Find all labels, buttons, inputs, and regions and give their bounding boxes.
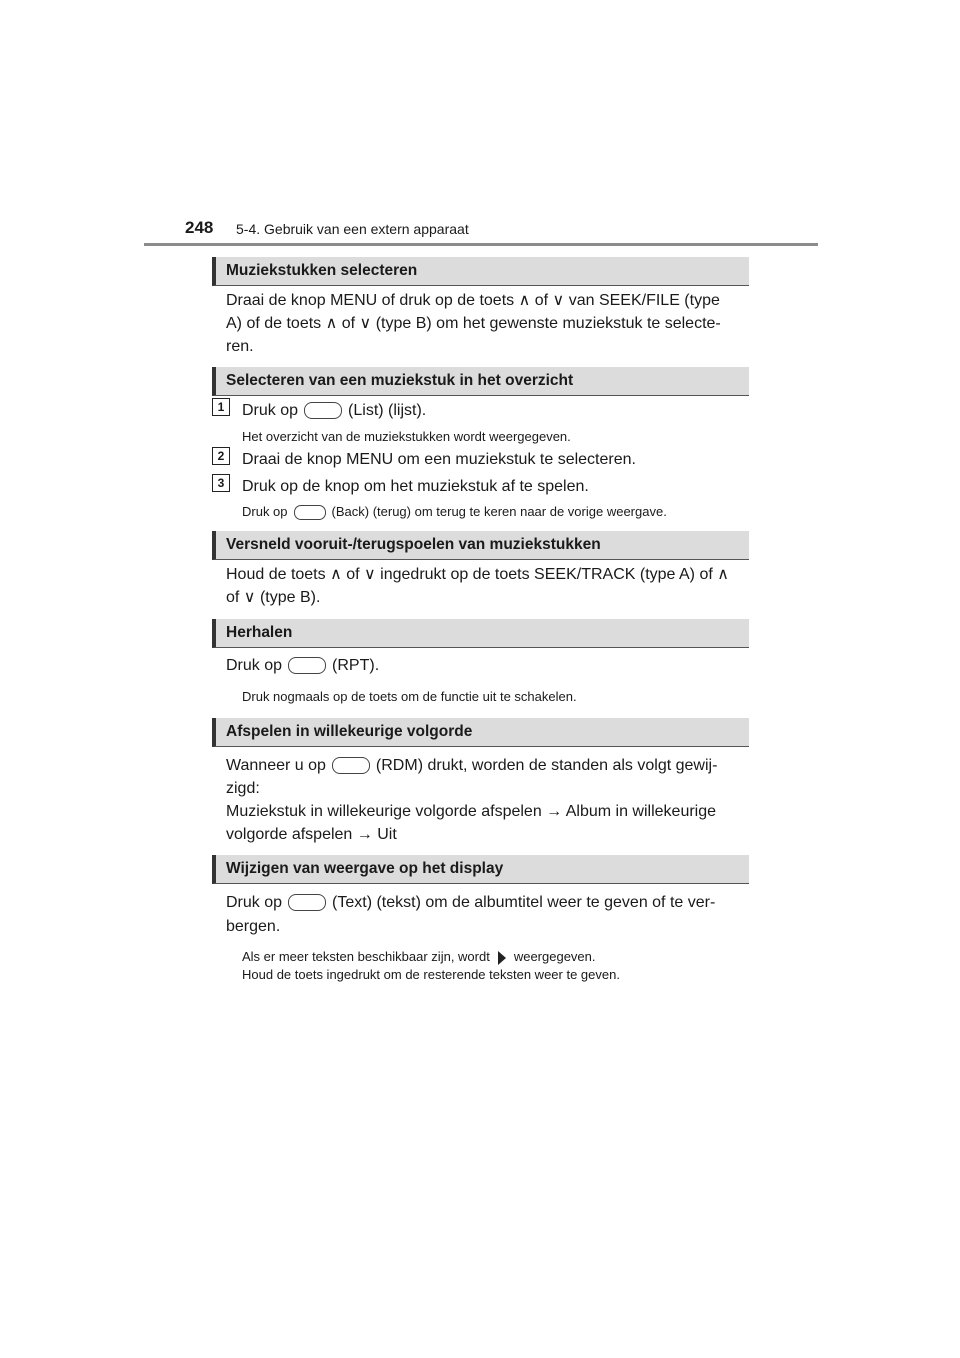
step-1-text	[242, 399, 762, 422]
display-note-1	[242, 948, 596, 965]
paragraph-line: A) of de toets ∧ of ∨ (type B) om het gewenste muziekstuk te selecte-	[226, 315, 721, 332]
herhalen-text	[226, 654, 746, 677]
text-button-icon	[288, 894, 326, 911]
paragraph-line: volgorde afspelen → Uit	[226, 826, 397, 843]
page-number: 248	[185, 218, 214, 237]
section-header-versneld-spoelen	[212, 531, 749, 560]
more-text-arrow-icon	[498, 951, 506, 965]
step-1-pre: Druk op	[242, 402, 299, 419]
text-post: (Text) (tekst) om de albumtitel weer te geven of te ver-	[332, 894, 716, 911]
note-1-post: weergegeven.	[513, 949, 596, 964]
paragraph-line: Muziekstuk in willekeurige volgorde afspelen → Album in willekeurige	[226, 803, 717, 820]
herhalen-note: Druk nogmaals op de toets om de functie uit te schakelen.	[242, 689, 577, 704]
section-header-label: Versneld vooruit-/terugspoelen van muziekstukken	[226, 536, 601, 553]
step-3-note-pre: Druk op	[242, 504, 288, 519]
paragraph-line: Draai de knop MENU of druk op de toets ∧ of ∨ van SEEK/FILE (type	[226, 292, 720, 309]
paragraph-line: ren.	[226, 338, 254, 355]
rdm-button-icon	[332, 757, 370, 774]
herhalen-post: (RPT).	[332, 657, 380, 674]
back-button-icon	[294, 505, 326, 520]
step-number-1: 1	[212, 398, 230, 416]
paragraph-line: zigd:	[226, 780, 260, 797]
paragraph-line: Houd de toets ∧ of ∨ ingedrukt op de toets SEEK/TRACK (type A) of ∧	[226, 566, 729, 583]
section-header-label: Afspelen in willekeurige volgorde	[226, 723, 473, 740]
section-header-willekeurig	[212, 718, 749, 747]
step-number-2: 2	[212, 447, 230, 465]
section-header-selecteren-overzicht	[212, 367, 749, 396]
note-1-pre: Als er meer teksten beschikbaar zijn, wordt	[242, 949, 490, 964]
step-3-note-post: (Back) (terug) om terug te keren naar de vorige weergave.	[331, 504, 667, 519]
step-1-post: (List) (lijst).	[348, 402, 427, 419]
header-rule	[144, 243, 818, 246]
herhalen-pre: Druk op	[226, 657, 283, 674]
section-header-label: Selecteren van een muziekstuk in het overzicht	[226, 372, 574, 389]
paragraph-line: bergen.	[226, 918, 281, 935]
section-header-muziekstukken-selecteren	[212, 257, 749, 286]
rpt-button-icon	[288, 657, 326, 674]
paragraph-line	[226, 754, 746, 777]
paragraph-line	[226, 891, 746, 914]
rdm-pre: Wanneer u op	[226, 757, 326, 774]
list-button-icon	[304, 402, 342, 419]
step-1-note: Het overzicht van de muziekstukken wordt weergegeven.	[242, 429, 571, 444]
section-header-weergave-display	[212, 855, 749, 884]
section-header-label: Muziekstukken selecteren	[226, 262, 418, 279]
step-3-text: Druk op de knop om het muziekstuk af te spelen.	[242, 478, 589, 495]
section-header-herhalen	[212, 619, 749, 648]
display-note-2: Houd de toets ingedrukt om de resterende teksten weer te geven.	[242, 967, 620, 982]
section-title: 5-4. Gebruik van een extern apparaat	[236, 221, 469, 237]
section-header-label: Wijzigen van weergave op het display	[226, 860, 504, 877]
step-2-text: Draai de knop MENU om een muziekstuk te selecteren.	[242, 451, 636, 468]
step-3-note	[242, 503, 667, 520]
paragraph-line: of ∨ (type B).	[226, 589, 321, 606]
text-pre: Druk op	[226, 894, 283, 911]
rdm-post: (RDM) drukt, worden de standen als volgt gewij-	[375, 757, 718, 774]
section-header-label: Herhalen	[226, 624, 293, 641]
step-number-3: 3	[212, 474, 230, 492]
